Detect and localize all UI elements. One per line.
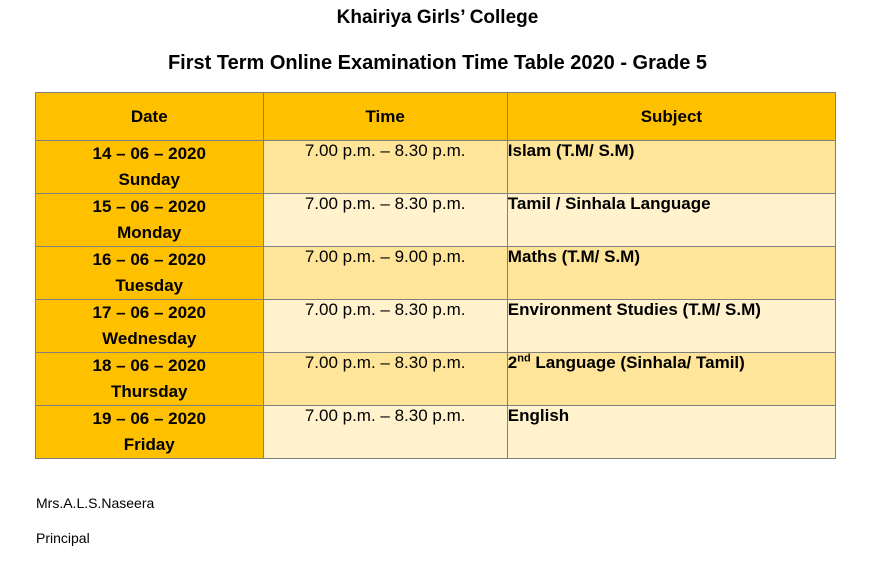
column-header-subject: Subject bbox=[507, 93, 835, 141]
exam-day: Tuesday bbox=[115, 276, 184, 295]
subject-text: Language (Sinhala/ Tamil) bbox=[530, 353, 745, 372]
exam-day: Wednesday bbox=[102, 329, 197, 348]
column-header-time: Time bbox=[263, 93, 507, 141]
exam-day: Sunday bbox=[118, 170, 180, 189]
principal-title: Principal bbox=[36, 530, 90, 546]
college-title: Khairiya Girls’ College bbox=[336, 7, 539, 28]
date-cell bbox=[36, 141, 264, 194]
date-cell bbox=[36, 300, 264, 353]
table-row bbox=[36, 247, 836, 300]
subject-cell: Maths (T.M/ S.M) bbox=[507, 247, 835, 300]
table-row bbox=[36, 353, 836, 406]
subject-cell: English bbox=[507, 406, 835, 459]
date-cell bbox=[36, 353, 264, 406]
exam-date: 15 – 06 – 2020 bbox=[92, 197, 206, 216]
table-header-row bbox=[36, 93, 836, 141]
exam-day: Friday bbox=[123, 435, 175, 454]
time-cell: 7.00 p.m. – 8.30 p.m. bbox=[263, 406, 507, 459]
table-row bbox=[36, 141, 836, 194]
table-row bbox=[36, 194, 836, 247]
time-cell: 7.00 p.m. – 8.30 p.m. bbox=[263, 353, 507, 406]
subject-cell: Environment Studies (T.M/ S.M) bbox=[507, 300, 835, 353]
subject-ordinal-suffix: nd bbox=[517, 352, 531, 365]
table-row bbox=[36, 406, 836, 459]
subject-ordinal: 2 bbox=[507, 353, 518, 372]
exam-day: Thursday bbox=[110, 382, 188, 401]
exam-title: First Term Online Examination Time Table 2020 - Grade 5 bbox=[167, 52, 708, 74]
time-cell: 7.00 p.m. – 9.00 p.m. bbox=[263, 247, 507, 300]
date-cell bbox=[36, 194, 264, 247]
column-header-date: Date bbox=[36, 93, 264, 141]
exam-timetable bbox=[35, 92, 836, 459]
subject-cell: Tamil / Sinhala Language bbox=[507, 194, 835, 247]
exam-date: 17 – 06 – 2020 bbox=[92, 303, 206, 322]
subject-cell: Islam (T.M/ S.M) bbox=[507, 141, 835, 194]
exam-date: 16 – 06 – 2020 bbox=[92, 250, 206, 269]
exam-date: 19 – 06 – 2020 bbox=[92, 409, 206, 428]
time-cell: 7.00 p.m. – 8.30 p.m. bbox=[263, 300, 507, 353]
date-cell bbox=[36, 247, 264, 300]
principal-name: Mrs.A.L.S.Naseera bbox=[36, 495, 155, 511]
subject-cell bbox=[507, 353, 835, 406]
time-cell: 7.00 p.m. – 8.30 p.m. bbox=[263, 194, 507, 247]
date-cell bbox=[36, 406, 264, 459]
exam-date: 18 – 06 – 2020 bbox=[92, 356, 206, 375]
exam-date: 14 – 06 – 2020 bbox=[92, 144, 206, 163]
time-cell: 7.00 p.m. – 8.30 p.m. bbox=[263, 141, 507, 194]
table-row bbox=[36, 300, 836, 353]
exam-day: Monday bbox=[117, 223, 182, 242]
